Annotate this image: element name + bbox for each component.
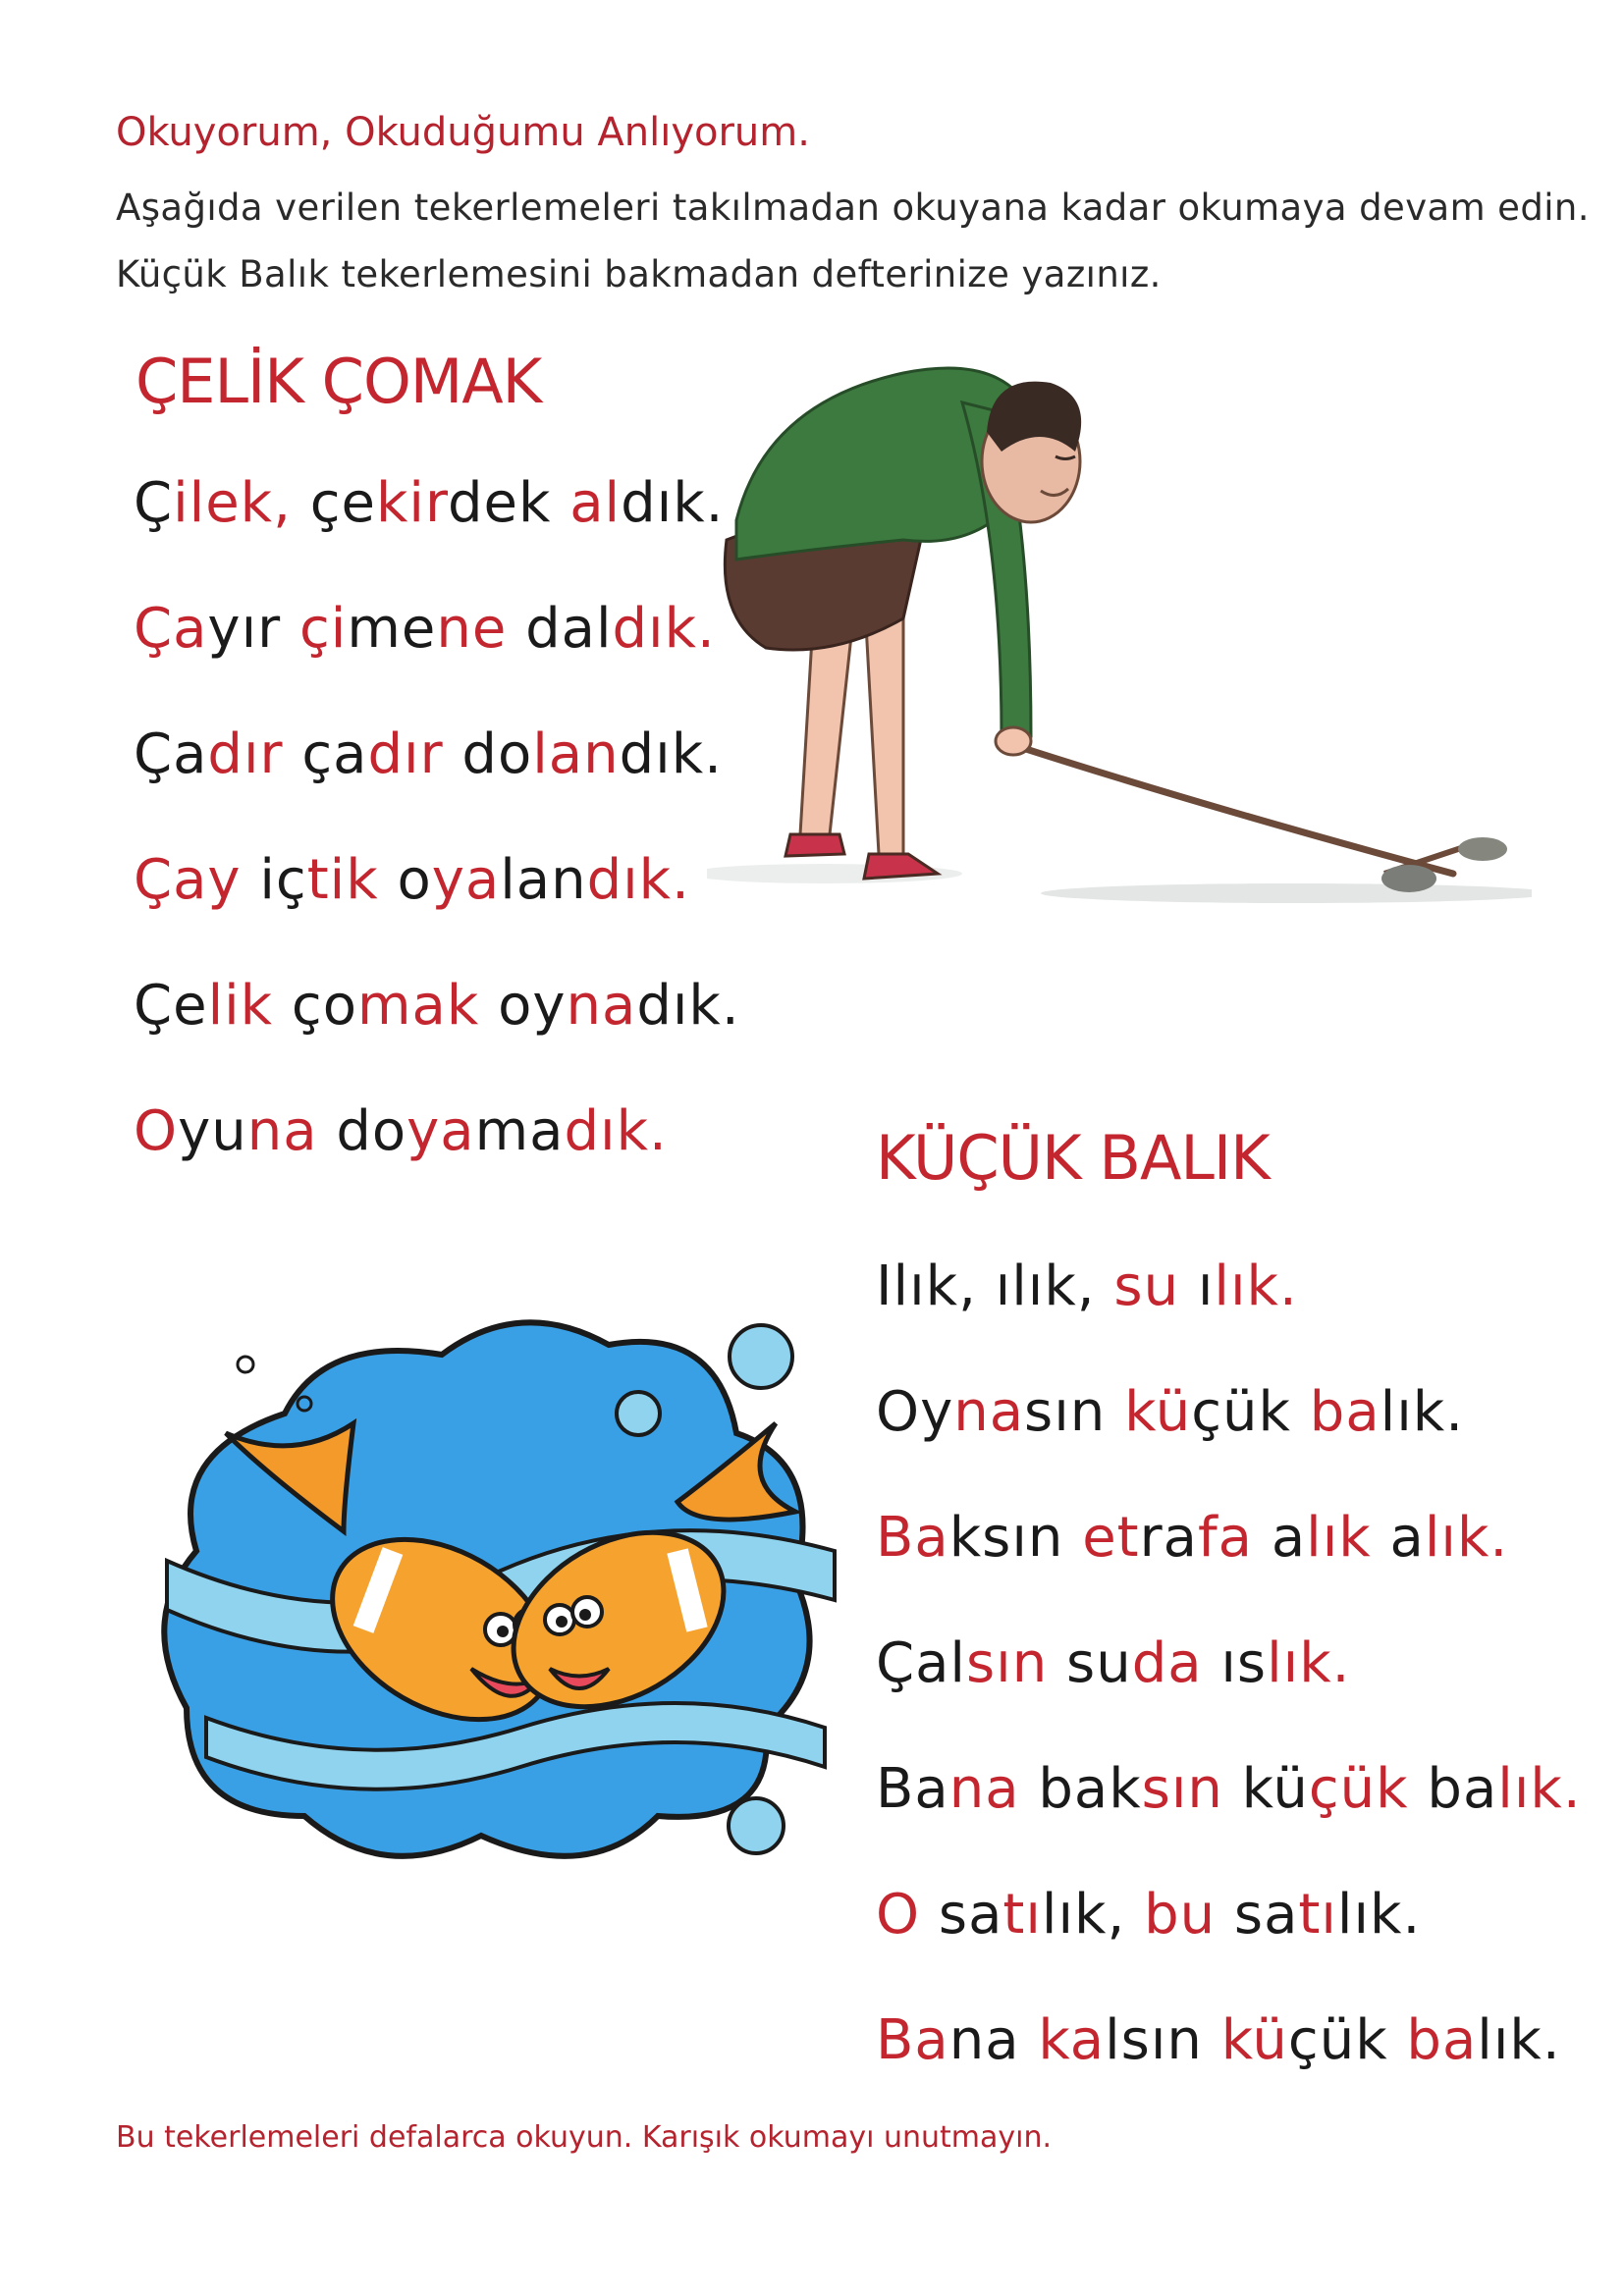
syllable: ça	[301, 722, 368, 786]
syllable: lan	[532, 722, 620, 786]
syllable: dık.	[636, 974, 740, 1038]
page-heading: Okuyorum, Okuduğumu Anlıyorum.	[116, 110, 810, 155]
boy-playing-celik-comak-illustration	[707, 344, 1532, 913]
syllable: na	[948, 1757, 1039, 1821]
syllable: ksın	[948, 1506, 1083, 1570]
syllable: da	[1131, 1631, 1221, 1695]
syllable: yır	[207, 597, 299, 661]
syllable: lık.	[1267, 1631, 1351, 1695]
syllable: ba	[1309, 1380, 1380, 1444]
syllable: oy	[498, 974, 567, 1038]
syllable: Oy	[876, 1380, 954, 1444]
syllable: lik	[207, 974, 292, 1038]
syllable: na	[566, 974, 637, 1038]
syllable: iç	[259, 848, 307, 912]
syllable: sa	[938, 1883, 1003, 1947]
syllable: dık.	[619, 722, 723, 786]
syllable: tı	[1298, 1883, 1337, 1947]
syllable: me	[347, 597, 437, 661]
syllable: et	[1082, 1506, 1140, 1570]
syllable: Çay	[134, 848, 260, 912]
syllable: lık.	[1380, 1380, 1465, 1444]
syllable: dık.	[621, 471, 725, 535]
syllable: ilek,	[173, 471, 310, 535]
syllable: al	[569, 471, 622, 535]
syllable: ne	[436, 597, 526, 661]
syllable: fa	[1197, 1506, 1272, 1570]
syllable: Ça	[134, 597, 208, 661]
poem1-line	[134, 848, 690, 912]
syllable: dır	[367, 722, 462, 786]
syllable: bu	[1144, 1883, 1234, 1947]
poem-title-kucuk-balik: KÜÇÜK BALIK	[876, 1122, 1270, 1194]
syllable: Ç	[134, 471, 174, 535]
poem2-line	[876, 1255, 1298, 1318]
syllable: ba	[1427, 1757, 1498, 1821]
syllable: do	[336, 1099, 407, 1163]
poem2-line	[876, 1506, 1508, 1570]
poem2-line	[876, 1631, 1350, 1695]
syllable: ya	[431, 848, 501, 912]
syllable: çe	[309, 471, 376, 535]
syllable: do	[461, 722, 533, 786]
syllable: Ilık,	[876, 1255, 996, 1318]
syllable: ba	[1406, 2008, 1478, 2072]
syllable: lsın	[1105, 2008, 1221, 2072]
syllable: ra	[1139, 1506, 1198, 1570]
syllable: su	[1113, 1255, 1198, 1318]
syllable: dık.	[612, 597, 716, 661]
syllable: yu	[178, 1099, 247, 1163]
syllable: O	[876, 1883, 939, 1947]
poem2-line	[876, 1757, 1582, 1821]
syllable: ıs	[1220, 1631, 1268, 1695]
syllable: çi	[298, 597, 348, 661]
syllable: O	[134, 1099, 179, 1163]
syllable: lık	[1306, 1506, 1390, 1570]
syllable: tik	[306, 848, 398, 912]
poem1-line	[134, 1099, 668, 1163]
syllable: lık.	[1214, 1255, 1298, 1318]
syllable: a	[1271, 1506, 1307, 1570]
syllable: çük	[1287, 2008, 1407, 2072]
syllable: kü	[1220, 2008, 1288, 2072]
syllable: dek	[448, 471, 570, 535]
syllable: lık.	[1477, 2008, 1561, 2072]
poem1-line	[134, 722, 723, 786]
syllable: bak	[1038, 1757, 1142, 1821]
syllable: su	[1066, 1631, 1132, 1695]
syllable: a	[1389, 1506, 1425, 1570]
syllable: ka	[1038, 2008, 1106, 2072]
syllable: dır	[207, 722, 302, 786]
poem2-line	[876, 1883, 1421, 1947]
syllable: kir	[375, 471, 448, 535]
syllable: ma	[474, 1099, 565, 1163]
two-fish-illustration	[147, 1306, 854, 1875]
footer-note: Bu tekerlemeleri defalarca okuyun. Karışık okumayı unutmayın.	[116, 2120, 1053, 2155]
poem1-line	[134, 597, 716, 661]
syllable: ço	[291, 974, 357, 1038]
syllable: mak	[356, 974, 499, 1038]
syllable: tı	[1002, 1883, 1042, 1947]
syllable: çük	[1308, 1757, 1428, 1821]
syllable: Ba	[876, 1506, 949, 1570]
syllable: lık,	[1041, 1883, 1145, 1947]
syllable: sın	[1141, 1757, 1242, 1821]
syllable: ılık,	[995, 1255, 1114, 1318]
instruction-line-1: Aşağıda verilen tekerlemeleri takılmadan okuyana kadar okumaya devam edin.	[116, 187, 1590, 229]
syllable: lık.	[1424, 1506, 1509, 1570]
syllable: Çal	[876, 1631, 966, 1695]
syllable: ı	[1197, 1255, 1215, 1318]
poem1-line	[134, 471, 724, 535]
syllable: na	[948, 2008, 1039, 2072]
syllable: Çe	[134, 974, 208, 1038]
poem2-line	[876, 2008, 1561, 2072]
syllable: çük	[1191, 1380, 1310, 1444]
syllable: na	[246, 1099, 337, 1163]
syllable: dık.	[564, 1099, 668, 1163]
syllable: sın	[965, 1631, 1067, 1695]
poem2-line	[876, 1380, 1464, 1444]
poem1-line	[134, 974, 740, 1038]
syllable: sın	[1024, 1380, 1125, 1444]
syllable: dal	[525, 597, 613, 661]
instruction-line-2: Küçük Balık tekerlemesini bakmadan defterinize yazınız.	[116, 253, 1162, 295]
syllable: Ba	[876, 1757, 949, 1821]
syllable: o	[397, 848, 432, 912]
syllable: Ça	[134, 722, 208, 786]
poem-title-celik-comak: ÇELİK ÇOMAK	[135, 346, 542, 417]
syllable: Ba	[876, 2008, 949, 2072]
syllable: kü	[1241, 1757, 1309, 1821]
syllable: sa	[1233, 1883, 1299, 1947]
syllable: na	[953, 1380, 1025, 1444]
syllable: dık.	[586, 848, 690, 912]
syllable: lan	[500, 848, 587, 912]
syllable: kü	[1124, 1380, 1192, 1444]
syllable: lık.	[1336, 1883, 1422, 1947]
syllable: ya	[406, 1099, 475, 1163]
syllable: lık.	[1497, 1757, 1582, 1821]
